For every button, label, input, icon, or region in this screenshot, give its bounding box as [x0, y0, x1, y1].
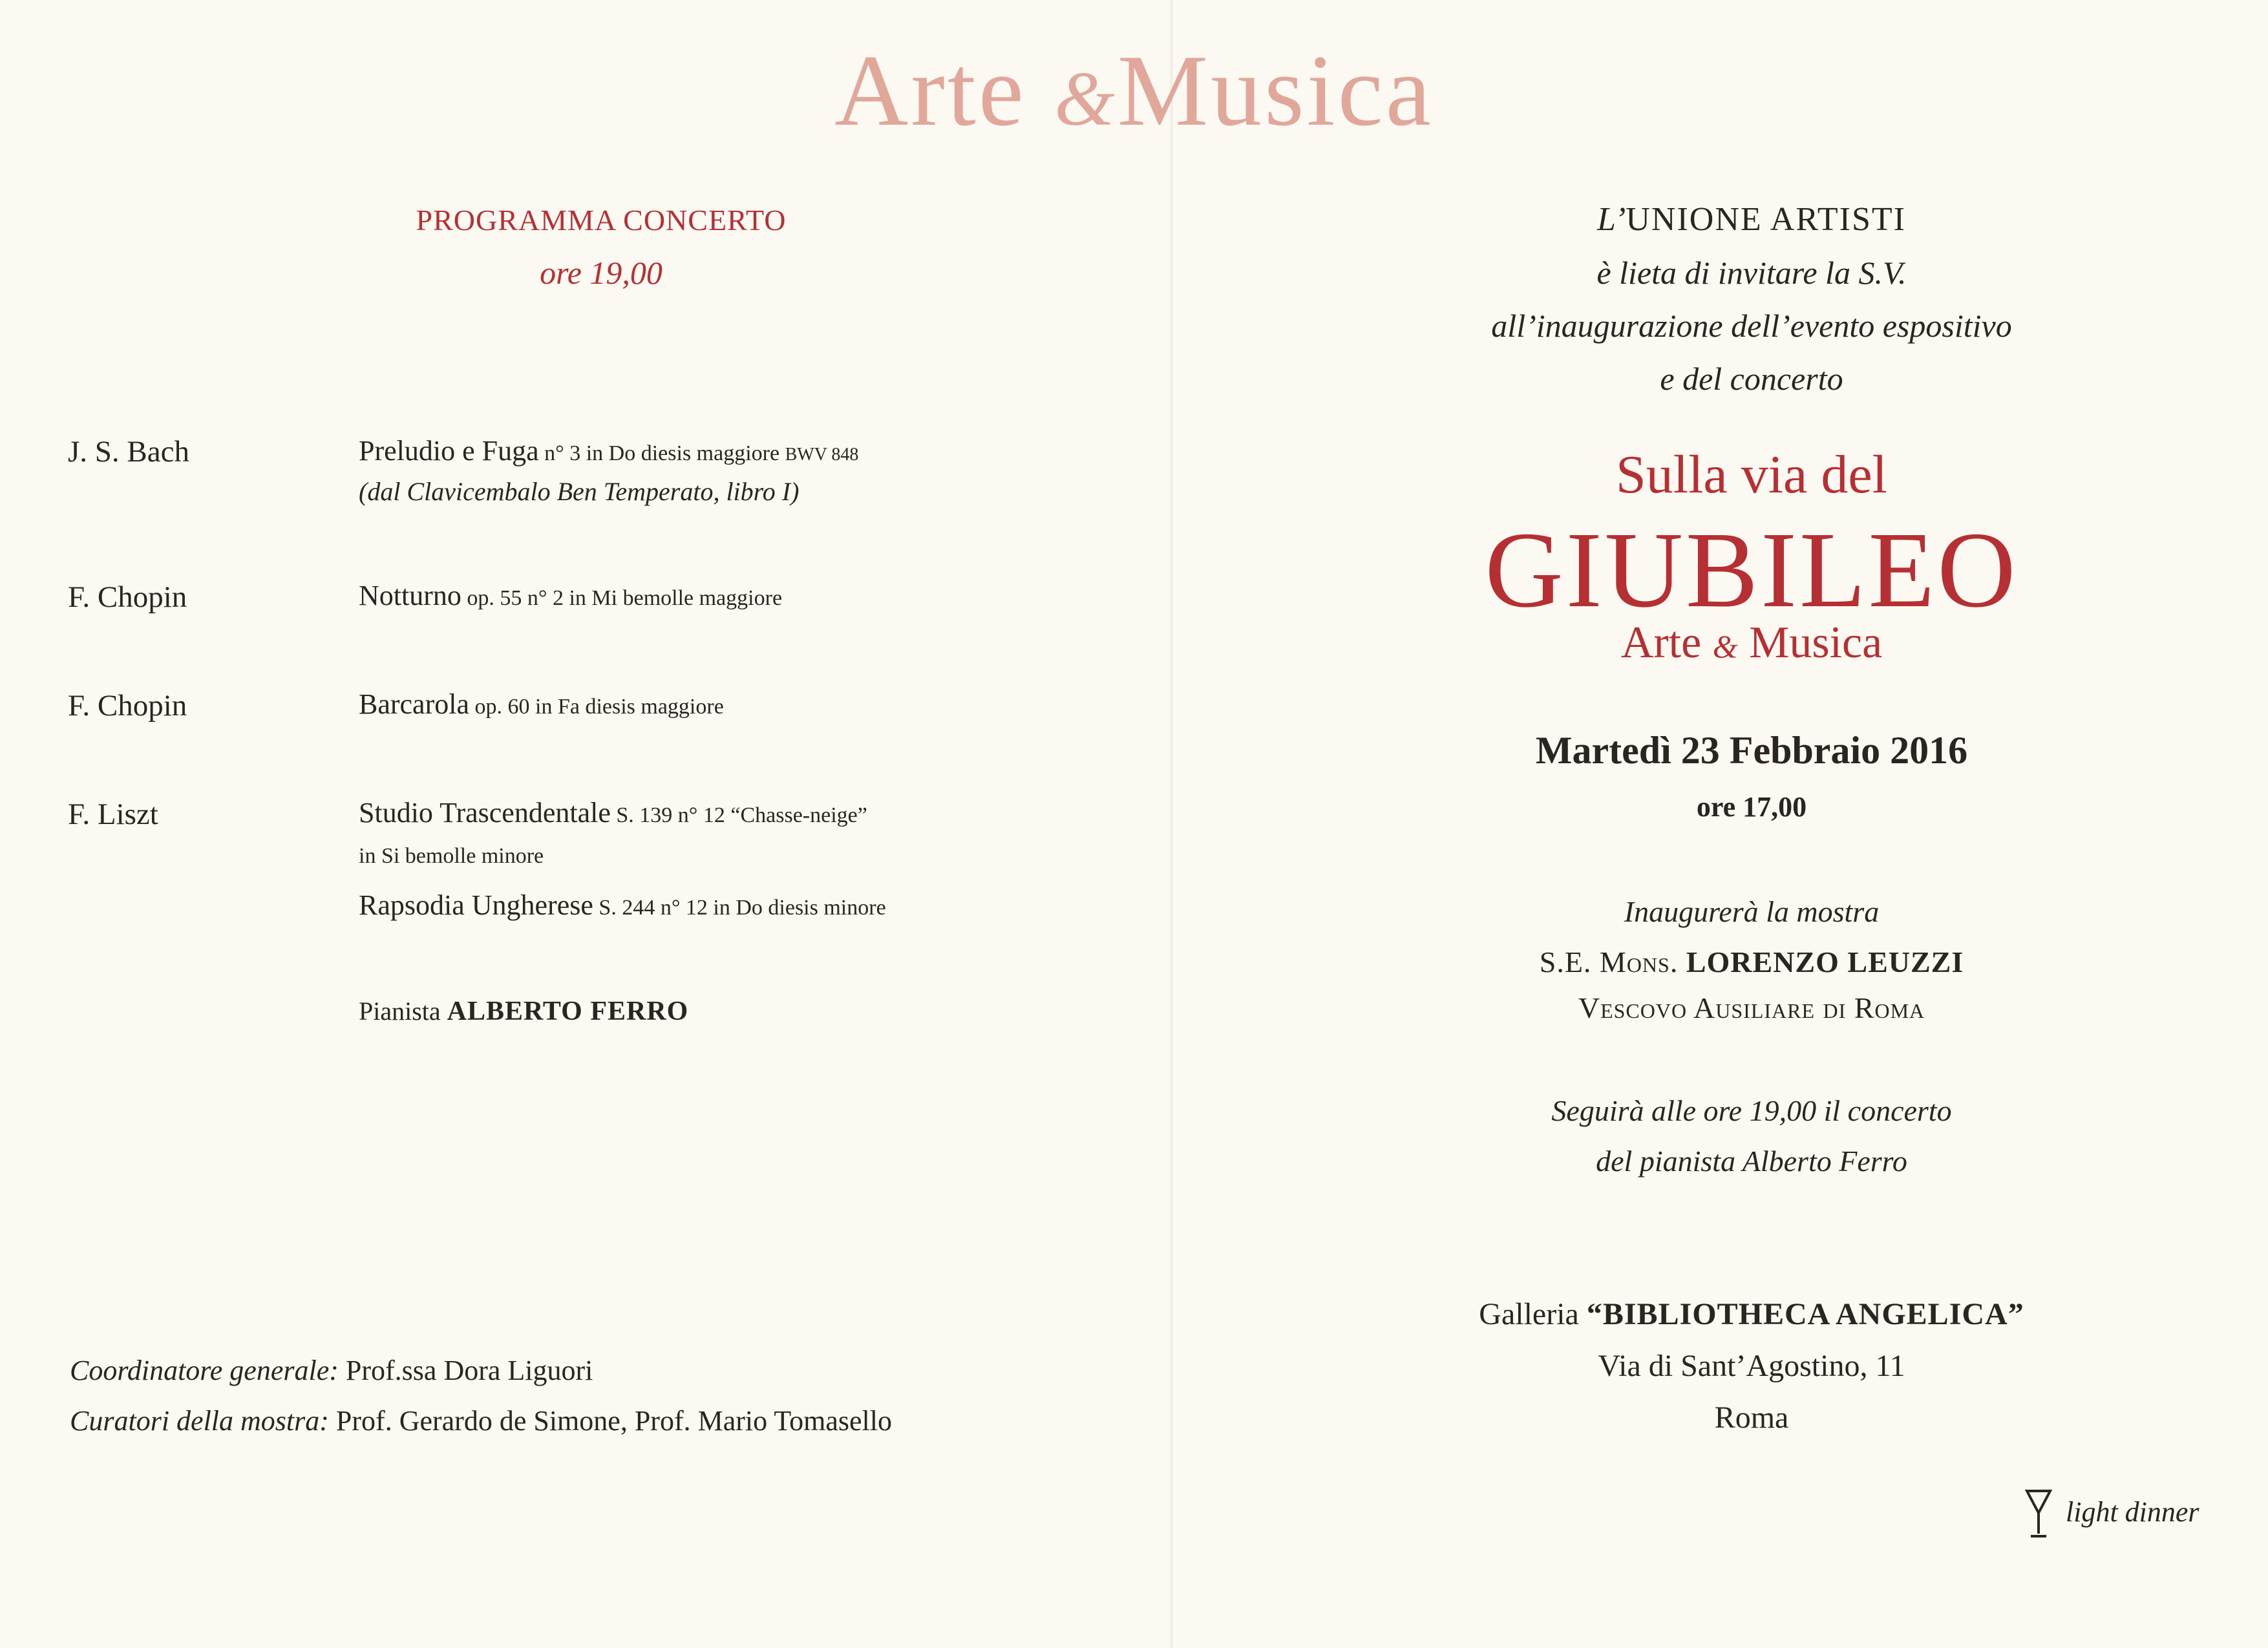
banner-ampersand: &	[1054, 56, 1118, 142]
piece-preludio-note: (dal Clavicembalo Ben Temperato, libro I)	[359, 477, 800, 506]
wine-glass-icon	[2024, 1488, 2053, 1540]
venue-line: Galleria “BIBLIOTHECA ANGELICA”	[1479, 1297, 2024, 1331]
opening-label: Inaugurerà la mostra	[1624, 895, 1880, 928]
invite-line-2: all’inaugurazione dell’evento espositivo	[1491, 308, 2012, 344]
event-subtitle: Arte & Musica	[1620, 618, 1883, 668]
program-heading: PROGRAMMA CONCERTO	[416, 204, 787, 237]
pianist-line: Pianista ALBERTO FERRO	[359, 997, 689, 1026]
piece-studio-key: in Si bemolle minore	[359, 844, 544, 868]
piece-notturno: Notturno op. 55 n° 2 in Mi bemolle maggiore	[359, 580, 783, 611]
page-fold	[1170, 0, 1172, 1648]
banner-word-arte: Arte	[834, 34, 1026, 147]
banner-word-musica: Musica	[1117, 34, 1434, 147]
curators-line: Curatori della mostra: Prof. Gerardo de Simone, Prof. Mario Tomasello	[70, 1405, 892, 1437]
composer-chopin-2: F. Chopin	[68, 689, 187, 723]
organizer-line: L’UNIONE ARTISTI	[1597, 201, 1906, 238]
piece-rapsodia: Rapsodia Ungherese S. 244 n° 12 in Do diesis minore	[359, 889, 886, 921]
concert-line-1: Seguirà alle ore 19,00 il concerto	[1551, 1094, 1952, 1127]
composer-bach: J. S. Bach	[68, 435, 189, 469]
invite-line-1: è lieta di invitare la S.V.	[1596, 255, 1907, 291]
piece-preludio: Preludio e Fuga n° 3 in Do diesis maggiore BWV 848	[359, 435, 859, 467]
light-dinner-label: light dinner	[2066, 1496, 2199, 1528]
coordinator-line: Coordinatore generale: Prof.ssa Dora Liguori	[70, 1355, 593, 1386]
program-time: ore 19,00	[540, 255, 662, 291]
venue-city: Roma	[1714, 1400, 1789, 1435]
opening-guest: S.E. Mons. LORENZO LEUZZI	[1539, 945, 1964, 978]
opening-role: Vescovo Ausiliare di Roma	[1578, 991, 1925, 1024]
invite-line-3: e del concerto	[1660, 361, 1843, 397]
venue-address: Via di Sant’Agostino, 11	[1598, 1349, 1905, 1383]
event-title-top: Sulla via del	[1616, 445, 1887, 505]
event-title-main: GIUBILEO	[1485, 510, 2019, 630]
composer-liszt: F. Liszt	[68, 798, 158, 831]
banner-title	[0, 34, 2268, 147]
piece-barcarola: Barcarola op. 60 in Fa diesis maggiore	[359, 688, 724, 720]
event-date: Martedì 23 Febbraio 2016	[1535, 729, 1968, 772]
composer-chopin-1: F. Chopin	[68, 580, 187, 614]
piece-studio: Studio Trascendentale S. 139 n° 12 “Chasse-neige”	[359, 797, 867, 829]
event-time: ore 17,00	[1696, 791, 1807, 823]
concert-line-2: del pianista Alberto Ferro	[1596, 1145, 1907, 1178]
